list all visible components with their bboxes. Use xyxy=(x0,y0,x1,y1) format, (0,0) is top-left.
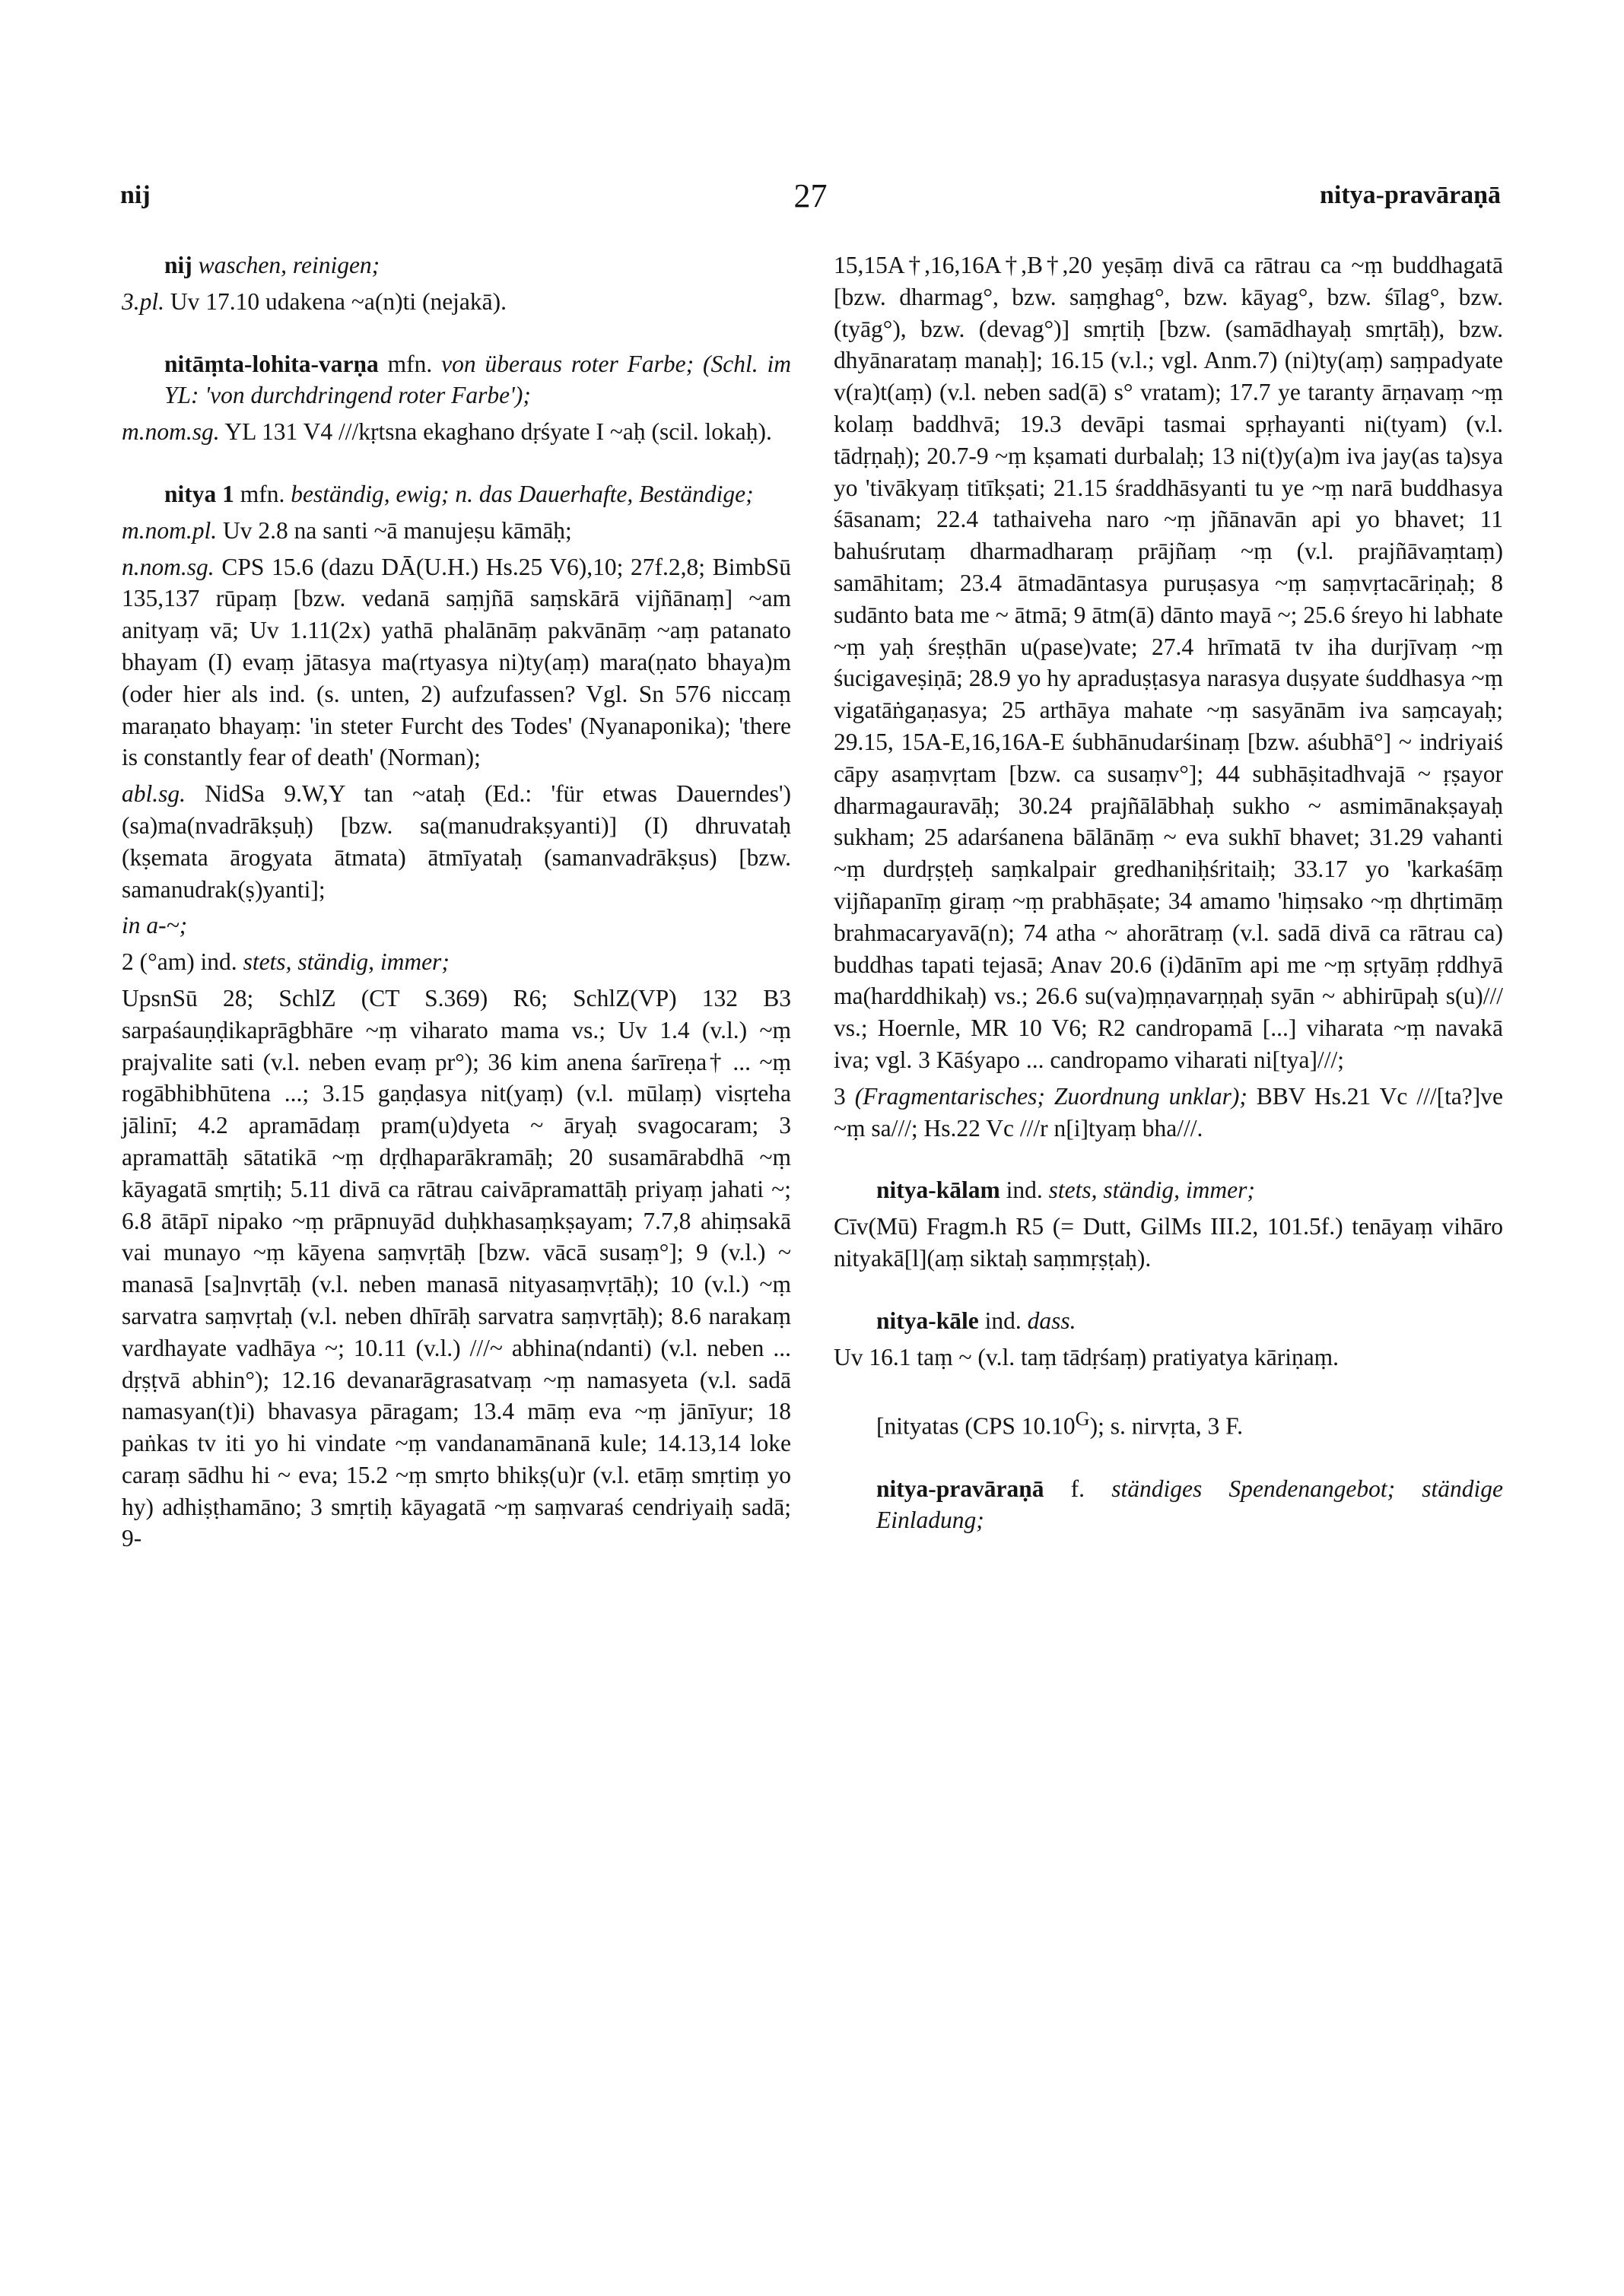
header-right-word: nitya-pravāraṇā xyxy=(1320,181,1501,209)
page-number: 27 xyxy=(793,177,828,214)
grammar: n.nom.sg. xyxy=(122,553,215,580)
cross-ref-text: [nityatas (CPS 10.10 xyxy=(876,1412,1076,1440)
citation-text: Uv 17.10 udakena ~a(n)ti (nejakā). xyxy=(170,287,507,315)
citation xyxy=(122,286,791,318)
grammar: 3.pl. xyxy=(122,287,165,315)
headword: nitāṃta-lohita-varṇa xyxy=(164,350,379,377)
citation xyxy=(122,551,791,774)
cross-reference: in a-~; xyxy=(122,912,188,939)
cross-reference xyxy=(834,1403,1503,1442)
citation-text: CPS 15.6 (dazu DĀ(U.H.) Hs.25 V6),10; 27f.2,8; BimbSū 135,137 rūpaṃ [bzw. vedanā saṃjñā saṃskārā vijñānaṃ] ~am anityaṃ vā; Uv 1.11(2x) yathā phalānāṃ pakvānāṃ ~aṃ patanato bhayam (I) evaṃ jātasya ma(rtyasya ni)ty(aṃ) mara(ṇato bhaya)m (oder hier als ind. (s. unten, 2) aufzufassen? Vgl. Sn 576 niccaṃ maraṇato bhayaṃ: 'in steter Furcht des Todes' (Nyanaponika); 'there is constantly fear of death' (Norman); xyxy=(122,553,791,771)
part-of-speech: f. xyxy=(1070,1475,1085,1502)
citation-text: UpsnSū 28; SchlZ (CT S.369) R6; SchlZ(VP) 132 B3 sarpaśauṇḍikaprāgbhāre ~ṃ viharato mama vs.; Uv 1.4 (v.l.) ~ṃ prajvalite sati (v.l. neben evaṃ pr°); 36 kim anena śarīreṇa† ... ~ṃ rogābhibhūtena ...; 3.15 gaṇḍasya nit(yaṃ) (v.l. mūlaṃ) visṛteha jālinī; 4.2 apramādaṃ pram(u)dyeta ~ āryaḥ svagocaram; 3 apramattāḥ sātatikā ~ṃ dṛḍhaparākramāḥ; 20 susamārabdhā ~ṃ kāyagatā smṛtiḥ; 5.11 divā ca rātrau caivāpramattāḥ priyaṃ jahati ~; 6.8 ātāpī nipako ~ṃ prāpnuyād duḥkhasaṃkṣayam; 7.7,8 ahiṃsakā vai munayo ~ṃ kāyena saṃvṛtāḥ [bzw. vācā susaṃ°]; 9 (v.l.) ~ manasā [sa]nvṛtāḥ (v.l. neben manasā nityasaṃvṛtāḥ); 10 (v.l.) ~ṃ sarvatra saṃvṛtaḥ (v.l. neben dhīrāḥ sarvatra saṃvṛtāḥ); 8.6 narakaṃ vardhayate vadhāya ~; 10.11 (v.l.) ///~ abhina(ndanti) (v.l. neben ... dṛṣṭvā abhin°); 12.16 devanarāgrasatvaṃ ~ṃ namasyeta (v.l. sadā namasyan(t)i) bhavasya pāragam; 13.4 māṃ eva ~ṃ jānīyur; 18 paṅkas tv iti yo hi vindate ~ṃ vandanamānanā kule; 14.13,14 loke caraṃ sādhu hi ~ eva; 15.2 ~ṃ smṛto bhikṣ(u)r (v.l. etāṃ smṛtiṃ yo hy) adhiṣṭhamāno; 3 smṛtiḥ kāyagatā ~ṃ saṃvaraś cendriyaiḥ sadā; 9- xyxy=(122,984,791,1552)
entry-nitya-pravarana xyxy=(834,1473,1503,1537)
citation-text: Uv 16.1 taṃ ~ (v.l. taṃ tādṛśaṃ) pratiyatya kāriṇaṃ. xyxy=(834,1343,1340,1370)
citation-text: NidSa 9.W,Y tan ~ataḥ (Ed.: 'für etwas Dauerndes') (sa)ma(nvadrākṣuḥ) [bzw. sa(manudrakṣyanti)] (I) dhruvataḥ (kṣemata ārogyata ātmata) ātmīyataḥ (samanvadrākṣus) [bzw. samanudrak(ṣ)yanti]; xyxy=(122,780,791,903)
grammar: abl.sg. xyxy=(122,780,186,808)
grammar: m.nom.pl. xyxy=(122,516,218,544)
entry-nityatas xyxy=(834,1403,1503,1442)
entry-nitya-kalam xyxy=(834,1174,1503,1274)
citation-text: YL 131 V4 ///kṛtsna ekaghano dṛśyate I ~aḥ (scil. lokaḥ). xyxy=(224,418,772,446)
entry-nitya-kale xyxy=(834,1305,1503,1373)
sense-number: 3 xyxy=(834,1082,846,1110)
grammar: m.nom.sg. xyxy=(122,418,220,446)
entry-nitya-1 xyxy=(122,478,791,1554)
gloss: stets, ständig, immer; xyxy=(1048,1177,1255,1204)
gloss: beständig, ewig; n. das Dauerhafte, Beständige; xyxy=(291,480,754,507)
running-header xyxy=(120,177,1501,227)
entry-head xyxy=(122,348,791,412)
part-of-speech: ind. xyxy=(984,1307,1022,1334)
entry-nij xyxy=(122,249,791,318)
headword: nij xyxy=(164,252,192,278)
gloss: (Fragmentarisches; Zuordnung unklar); xyxy=(854,1082,1247,1110)
citation-text: 15,15A†,16,16A†,B†,20 yeṣāṃ divā ca rātrau ca ~ṃ buddhagatā [bzw. dharmag°, bzw. saṃghag°, bzw. kāyag°, bzw. śīlag°, bzw. (tyāg°), bzw. (devag°)] smṛtiḥ [bzw. (samādhayaḥ smṛtāḥ), bzw. dhyānarataṃ manaḥ]; 16.15 (v.l.; vgl. Anm.7) (ni)ty(aṃ) saṃpadyate v(ra)t(aṃ) (v.l. neben sad(ā) s° vratam); 17.7 ye taranty ārṇavaṃ ~ṃ kolaṃ baddhvā; 19.3 devāpi tasmai spṛhayanti ni(tyam) (v.l. tādṛṇaḥ); 20.7-9 ~ṃ kṣamati durbalaḥ; 13 ni(t)y(a)m iva jay(as ta)sya yo 'tivākyaṃ titīkṣati; 21.15 śraddhāsyanti tu ye ~ṃ narā buddhasya śāsanam; 22.4 tathaiveha naro ~ṃ jñānavān api yo bhavet; 11 bahuśrutaṃ dharmadharaṃ prājñaṃ ~ṃ (v.l. prajñāvaṃtaṃ) samāhitam; 23.4 ātmadāntasya puruṣasya ~ṃ saṃvṛtacāriṇaḥ; 8 sudānto bata me ~ ātmā; 9 ātm(ā) dānto mayā ~; 25.6 śreyo hi labhate ~ṃ yaḥ śreṣṭhān u(pase)vate; 27.4 hrīmatā tv iha durjīvaṃ ~ṃ śucigaveṣiṇā; 28.9 yo hy apraduṣṭasya narasya duṣyate śuddhasya ~ṃ vigatāṅgaṇasya; 25 arthāya mahate ~ṃ sasyānām iva saṃcayaḥ; 29.15, 15A-E,16,16A-E śubhānudarśinaṃ [bzw. aśubhā°] ~ indriyaiś cāpy asaṃvṛtam [bzw. ca susaṃv°]; 44 subhāṣitadhvajā ~ ṛṣayor dharmagauravāḥ; 30.24 prajñālābhaḥ sukho ~ asmimānakṣayaḥ sukham; 25 adarśanena bālānāṃ ~ eva sukhī bhavet; 31.29 vahanti ~ṃ durdṛṣṭeḥ saṃkalpair gredhaniḥśritaiḥ; 33.17 yo 'karkaśāṃ vijñapanīṃ giraṃ ~ṃ prabhāṣate; 34 amamo 'hiṃsako ~ṃ dhṛtimāṃ brahmacaryavā(n); 74 atha ~ ahorātraṃ (v.l. sadā divā ca rātrau ca) buddhas tapati tejasā; Anav 20.6 (i)dānīm api me ~ṃ sṛtyāṃ ṛddhyā ma(harddhikaḥ) vs.; 26.6 su(va)ṃṇavarṇṇaḥ syān ~ abhirūpaḥ s(u)/// vs.; Hoernle, MR 10 V6; R2 candropamā [...] viharata ~ṃ navakā iva; vgl. 3 Kāśyapo ... candropamo viharati ni[tya]///; xyxy=(834,252,1503,1073)
sense-2 xyxy=(122,946,791,978)
citation-text: BBV Hs.21 Vc ///[ta?]ve ~ṃ sa///; Hs.22 Vc ///r n[i]tyaṃ bha///. xyxy=(834,1082,1504,1142)
part-of-speech: mfn. xyxy=(240,480,285,507)
entry-head xyxy=(834,1174,1503,1206)
gloss: ständiges Spendenangebot; ständige Einladung; xyxy=(876,1475,1503,1534)
gloss: von überaus roter Farbe; (Schl. im YL: 'von durchdringend roter Farbe'); xyxy=(164,350,792,409)
sense-3 xyxy=(834,1081,1503,1145)
left-column xyxy=(122,249,791,1585)
entry-head xyxy=(834,1473,1503,1537)
part-of-speech: ind. xyxy=(1006,1177,1043,1204)
entry-nitya-1-continued xyxy=(834,249,1503,1144)
sense-number: 2 (°am) ind. xyxy=(122,948,237,976)
headword: nitya 1 xyxy=(164,480,234,507)
superscript: G xyxy=(1075,1408,1090,1431)
citation-text: Uv 2.8 na santi ~ā manujeṣu kāmāḥ; xyxy=(223,516,572,544)
entry-nitamta-lohita-varna xyxy=(122,348,791,448)
entry-head xyxy=(834,1305,1503,1337)
headword: nitya-kālam xyxy=(876,1177,1000,1204)
citation xyxy=(122,515,791,547)
gloss: stets, ständig, immer; xyxy=(243,948,450,976)
citation-text: Cīv(Mū) Fragm.h R5 (= Dutt, GilMs III.2, 101.5f.) tenāyaṃ vihāro nityakā[l](aṃ siktaḥ saṃmṛṣṭaḥ). xyxy=(834,1213,1503,1272)
header-left-word: nij xyxy=(120,181,151,209)
entry-head xyxy=(122,478,791,510)
citation xyxy=(122,416,791,448)
gloss: waschen, reinigen; xyxy=(198,252,380,278)
headword: nitya-kāle xyxy=(876,1307,979,1334)
part-of-speech: mfn. xyxy=(387,350,433,377)
right-column xyxy=(834,249,1503,1567)
citation xyxy=(122,778,791,905)
entry-head xyxy=(122,249,791,281)
headword: nitya-pravāraṇā xyxy=(876,1475,1044,1502)
gloss: dass. xyxy=(1027,1307,1076,1334)
cross-ref-text: ); s. nirvṛta, 3 F. xyxy=(1089,1412,1243,1440)
